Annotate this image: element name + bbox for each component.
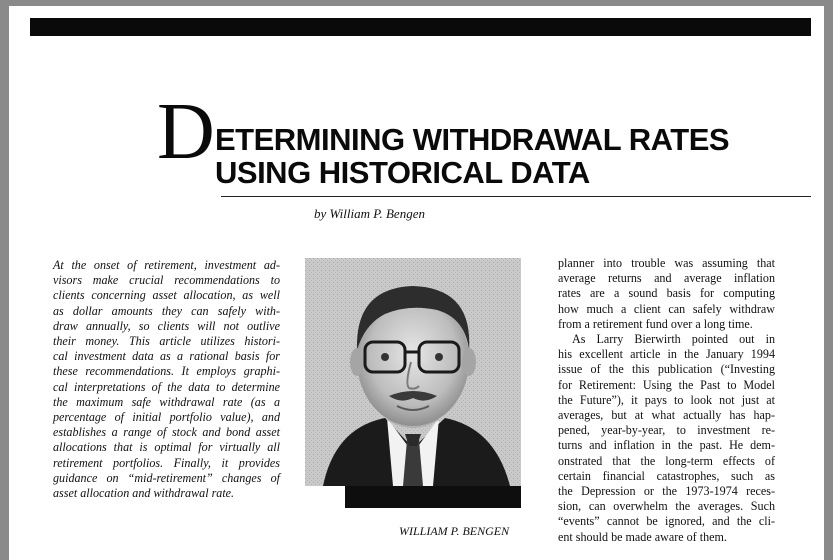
abstract-line: asset allocation and withdrawal rate. — [53, 486, 235, 501]
abstract-line: draw annually, so clients will not outlive — [53, 318, 280, 333]
abstract-line: establishes a range of stock and bond asset — [53, 425, 280, 440]
abstract-line: visors make crucial recommendations to — [53, 273, 280, 288]
header-bar — [30, 18, 811, 36]
body-line: sion, can overwhelm the averages. Such — [558, 499, 775, 514]
title-line-1: ETERMINING WITHDRAWAL RATES — [215, 122, 730, 157]
body-line: “events” cannot be ignored, and the cli- — [558, 514, 775, 529]
abstract-line: clients concerning asset allocation, as well — [53, 288, 280, 303]
abstract-line: At the onset of retirement, investment ad- — [53, 258, 280, 272]
abstract-line: these recommendations. It employs graphi- — [53, 364, 280, 379]
body-line: certain financial catastrophes, such as — [558, 468, 775, 483]
body-line: onstrated that the long-term effects of — [558, 453, 775, 468]
abstract-line: as dollar amounts they can safely with- — [53, 303, 280, 318]
body-line: rates are a sound basis for computing — [558, 286, 775, 301]
body-column — [558, 256, 775, 545]
body-line: issue of the this publication (“Investing — [558, 362, 775, 377]
title-drop-cap: D — [157, 88, 215, 176]
body-line: how much a client can safely withdraw — [558, 301, 775, 316]
byline: by William P. Bengen — [314, 206, 425, 221]
abstract-line: retirement portfolios. Finally, it provides — [53, 455, 280, 470]
abstract-line: the maximum safe withdrawal rate (as a — [53, 394, 280, 409]
body-line: for Retirement: Using the Past to Model — [558, 377, 775, 392]
body-line: the Future”), it pays to look not just at — [558, 392, 775, 407]
body-line: As Larry Bierwirth pointed out in — [572, 332, 775, 347]
body-line: turns and inflation in the past. He dem- — [558, 438, 775, 453]
abstract — [53, 258, 280, 501]
body-line: average returns and average inflation — [558, 271, 775, 286]
abstract-line: cal investment data as a rational basis for — [53, 349, 280, 364]
abstract-line: cal interpretations of the data to determine — [53, 379, 280, 394]
body-line: his excellent article in the January 1994 — [558, 347, 775, 362]
abstract-line: percentage of initial portfolio value), and — [53, 410, 280, 425]
body-line: from a retirement fund over a long time. — [558, 316, 753, 331]
title-line-2: USING HISTORICAL DATA — [215, 155, 590, 190]
abstract-line: their money. This article utilizes histori- — [53, 334, 280, 349]
body-line: pened, year-by-year, to investment re- — [558, 423, 775, 438]
article-page — [9, 6, 824, 560]
abstract-line: allocations that is optimal for virtually all — [53, 440, 280, 455]
author-photo — [305, 258, 521, 508]
abstract-line: guidance on “mid-retirement” changes of — [53, 470, 280, 485]
photo-caption: WILLIAM P. BENGEN — [399, 524, 510, 538]
body-line: averages, but at what actually has hap- — [558, 408, 775, 423]
title-rule — [221, 196, 811, 197]
body-line: the Depression or the 1973-1974 reces- — [558, 484, 775, 499]
body-line: ent should be made aware of them. — [558, 529, 727, 544]
body-line: planner into trouble was assuming that — [558, 256, 775, 270]
